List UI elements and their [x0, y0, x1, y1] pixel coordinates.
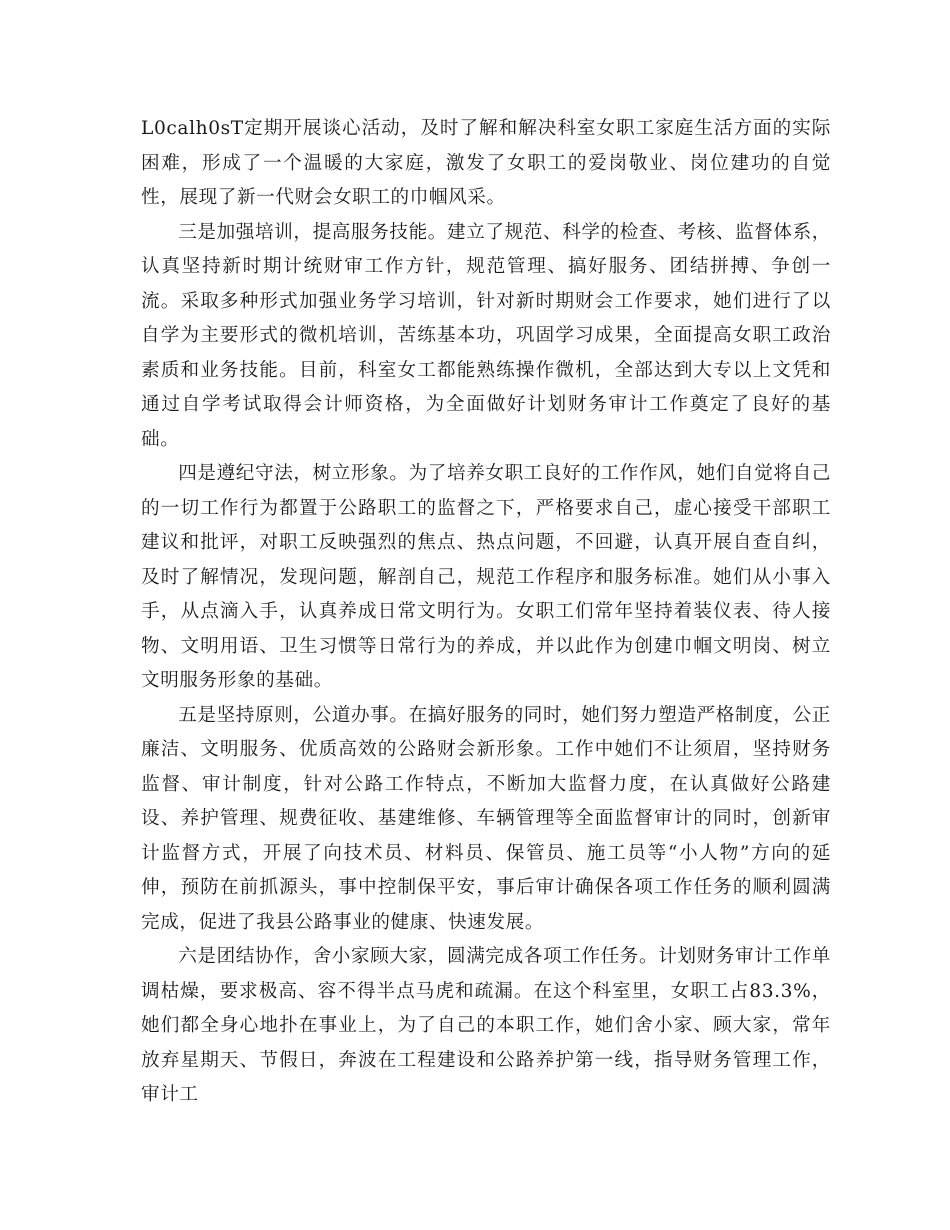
- paragraph-principles: 五是坚持原则，公道办事。在搞好服务的同时，她们努力塑造严格制度，公正廉洁、文明服务、优质高效的公路财会新形象。工作中她们不让须眉，坚持财务监督、审计制度，针对公路工作特点，不断加大监督力度，在认真做好公路建设、养护管理、规费征收、基建维修、车辆管理等全面监督审计的同时，创新审计监督方式，开展了向技术员、材料员、保管员、施工员等“小人物”方向的延伸，预防在前抓源头，事中控制保平安，事后审计确保各项工作任务的顺利圆满完成，促进了我县公路事业的健康、快速发展。: [141, 704, 831, 933]
- paragraph-training: 三是加强培训，提高服务技能。建立了规范、科学的检查、考核、监督体系，认真坚持新时期计统财审工作方针，规范管理、搞好服务、团结拼搏、争创一流。采取多种形式加强业务学习培训，针对新时期财会工作要求，她们进行了以自学为主要形式的微机培训，苦练基本功，巩固学习成果，全面提高女职工政治素质和业务技能。目前，科室女工都能熟练操作微机，全部达到大专以上文凭和通过自学考试取得会计师资格，为全面做好计划财务审计工作奠定了良好的基础。: [141, 221, 831, 450]
- document-body: [141, 112, 831, 1113]
- paragraph-discipline: 四是遵纪守法，树立形象。为了培养女职工良好的工作作风，她们自觉将自己的一切工作行为都置于公路职工的监督之下，严格要求自己，虚心接受干部职工建议和批评，对职工反映强烈的焦点、热点问题，不回避，认真开展自查自纠，及时了解情况，发现问题，解剖自己，规范工作程序和服务标准。她们从小事入手，从点滴入手，认真养成日常文明行为。女职工们常年坚持着装仪表、待人接物、文明用语、卫生习惯等日常行为的养成，并以此作为创建巾帼文明岗、树立文明服务形象的基础。: [141, 463, 831, 691]
- paragraph-continued: L0calh0sT定期开展谈心活动，及时了解和解决科室女职工家庭生活方面的实际困难，形成了一个温暖的大家庭，激发了女职工的爱岗敬业、岗位建功的自觉性，展现了新一代财会女职工的巾帼风采。: [141, 118, 831, 208]
- paragraph-teamwork: 六是团结协作，舍小家顾大家，圆满完成各项工作任务。计划财务审计工作单调枯燥，要求极高、容不得半点马虎和疏漏。在这个科室里，女职工占83.3%，她们都全身心地扑在事业上，为了自己的本职工作，她们舍小家、顾大家，常年放弃星期天、节假日，奔波在工程建设和公路养护第一线，指导财务管理工作，审计工: [141, 946, 831, 1105]
